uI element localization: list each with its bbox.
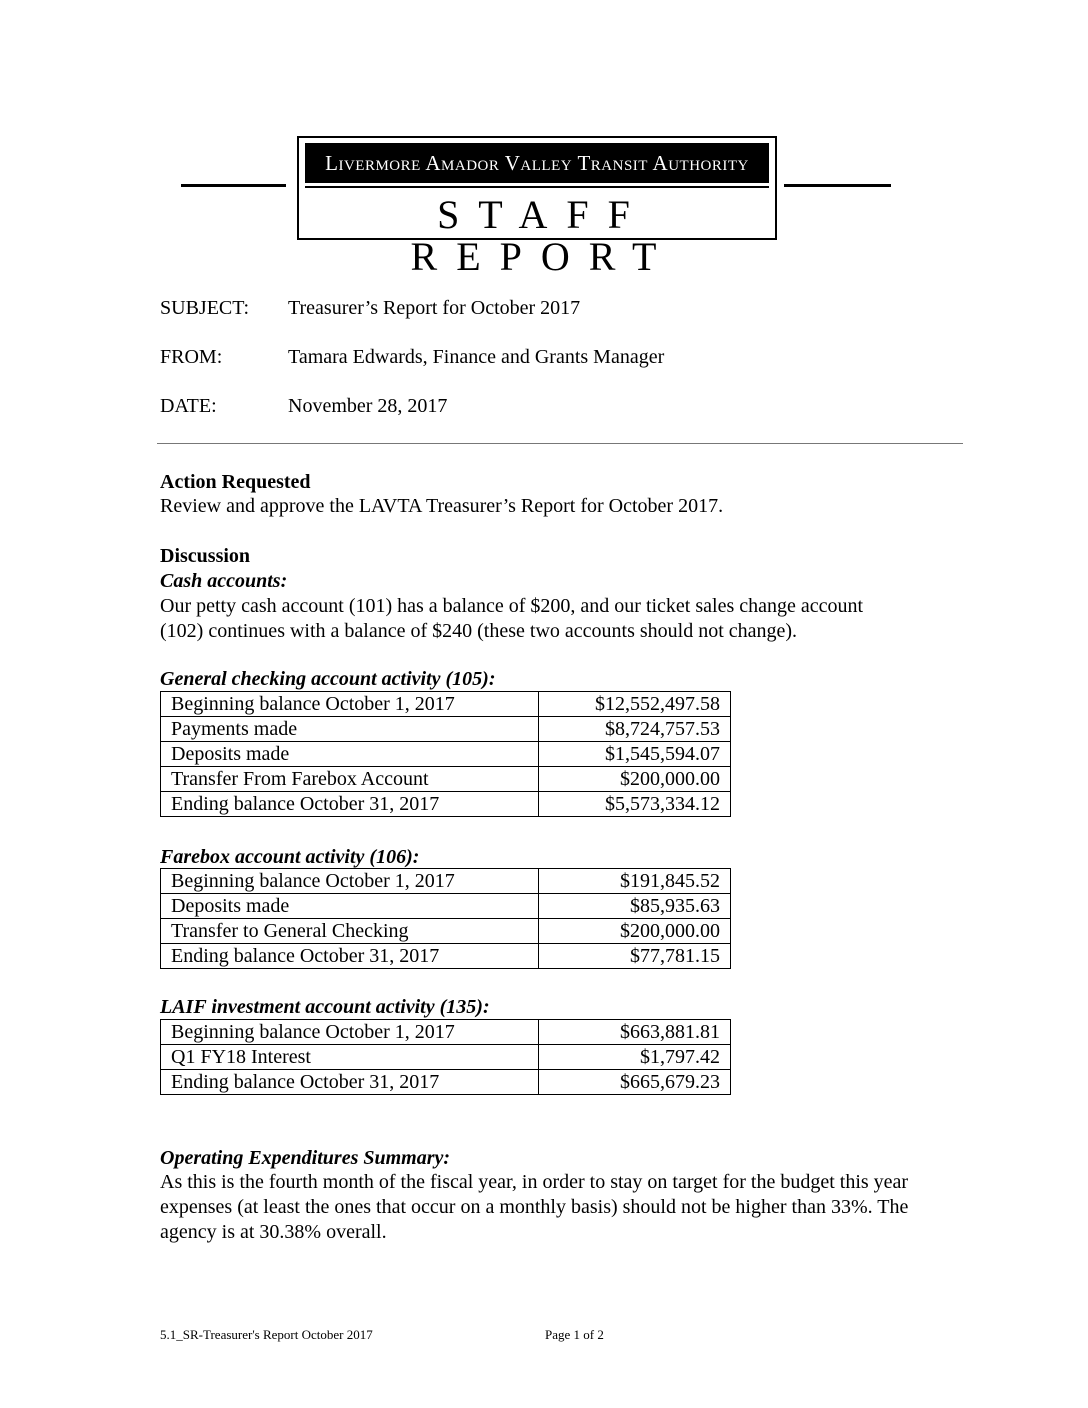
date-label: DATE: [160,395,217,417]
subject-value: Treasurer’s Report for October 2017 [288,297,581,319]
farebox-table [160,868,731,969]
cash-line-1: Our petty cash account (101) has a balance of $200, and our ticket sales change account [160,595,864,617]
header-rule-left [181,184,286,187]
row-amount: $1,797.42 [539,1045,731,1070]
row-desc: Ending balance October 31, 2017 [161,1070,539,1095]
report-header [297,136,777,279]
opex-line-2: expenses (at least the ones that occur on a monthly basis) should not be higher than 33%. The [160,1196,909,1218]
opex-line-3: agency is at 30.38% overall. [160,1221,387,1243]
row-amount: $85,935.63 [539,894,731,919]
laif-heading: LAIF investment account activity (135): [160,996,490,1018]
footer-filename: 5.1_SR-Treasurer's Report October 2017 [160,1327,373,1342]
table-row [161,1045,731,1070]
from-label: FROM: [160,346,223,368]
row-desc: Beginning balance October 1, 2017 [161,692,539,717]
discussion-heading: Discussion [160,545,251,567]
row-desc: Q1 FY18 Interest [161,1045,539,1070]
row-desc: Beginning balance October 1, 2017 [161,1020,539,1045]
row-amount: $191,845.52 [539,869,731,894]
action-heading: Action Requested [160,471,311,493]
row-desc: Beginning balance October 1, 2017 [161,869,539,894]
table-row [161,717,731,742]
row-desc: Deposits made [161,894,539,919]
opex-line-1: As this is the fourth month of the fiscal year, in order to stay on target for the budget this year [160,1171,909,1193]
row-amount: $12,552,497.58 [539,692,731,717]
table-row [161,1020,731,1045]
action-text: Review and approve the LAVTA Treasurer’s Report for October 2017. [160,495,724,517]
header-rule-right [784,184,891,187]
row-desc: Deposits made [161,742,539,767]
opex-heading: Operating Expenditures Summary: [160,1147,451,1169]
farebox-heading: Farebox account activity (106): [160,846,420,868]
header-divider [305,186,769,188]
table-row [161,792,731,817]
table-row [161,894,731,919]
table-row [161,692,731,717]
cash-line-2: (102) continues with a balance of $240 (these two accounts should not change). [160,620,798,642]
row-amount: $8,724,757.53 [539,717,731,742]
general-table [160,691,731,817]
subject-label: SUBJECT: [160,297,250,319]
row-amount: $5,573,334.12 [539,792,731,817]
row-desc: Transfer to General Checking [161,919,539,944]
laif-table [160,1019,731,1095]
org-name: Livermore Amador Valley Transit Authority [305,143,769,183]
row-desc: Ending balance October 31, 2017 [161,944,539,969]
row-amount: $665,679.23 [539,1070,731,1095]
row-desc: Transfer From Farebox Account [161,767,539,792]
header-separator [157,443,963,444]
row-desc: Ending balance October 31, 2017 [161,792,539,817]
from-value: Tamara Edwards, Finance and Grants Manager [288,346,665,368]
date-value: November 28, 2017 [288,395,448,417]
table-row [161,919,731,944]
row-amount: $1,545,594.07 [539,742,731,767]
row-amount: $200,000.00 [539,767,731,792]
table-row [161,869,731,894]
row-amount: $663,881.81 [539,1020,731,1045]
table-row [161,1070,731,1095]
cash-heading: Cash accounts: [160,570,288,592]
table-row [161,742,731,767]
footer-page-number: Page 1 of 2 [545,1327,604,1342]
table-row [161,944,731,969]
row-amount: $200,000.00 [539,919,731,944]
report-title: STAFF REPORT [410,192,676,279]
table-row [161,767,731,792]
general-heading: General checking account activity (105): [160,668,496,690]
row-amount: $77,781.15 [539,944,731,969]
row-desc: Payments made [161,717,539,742]
